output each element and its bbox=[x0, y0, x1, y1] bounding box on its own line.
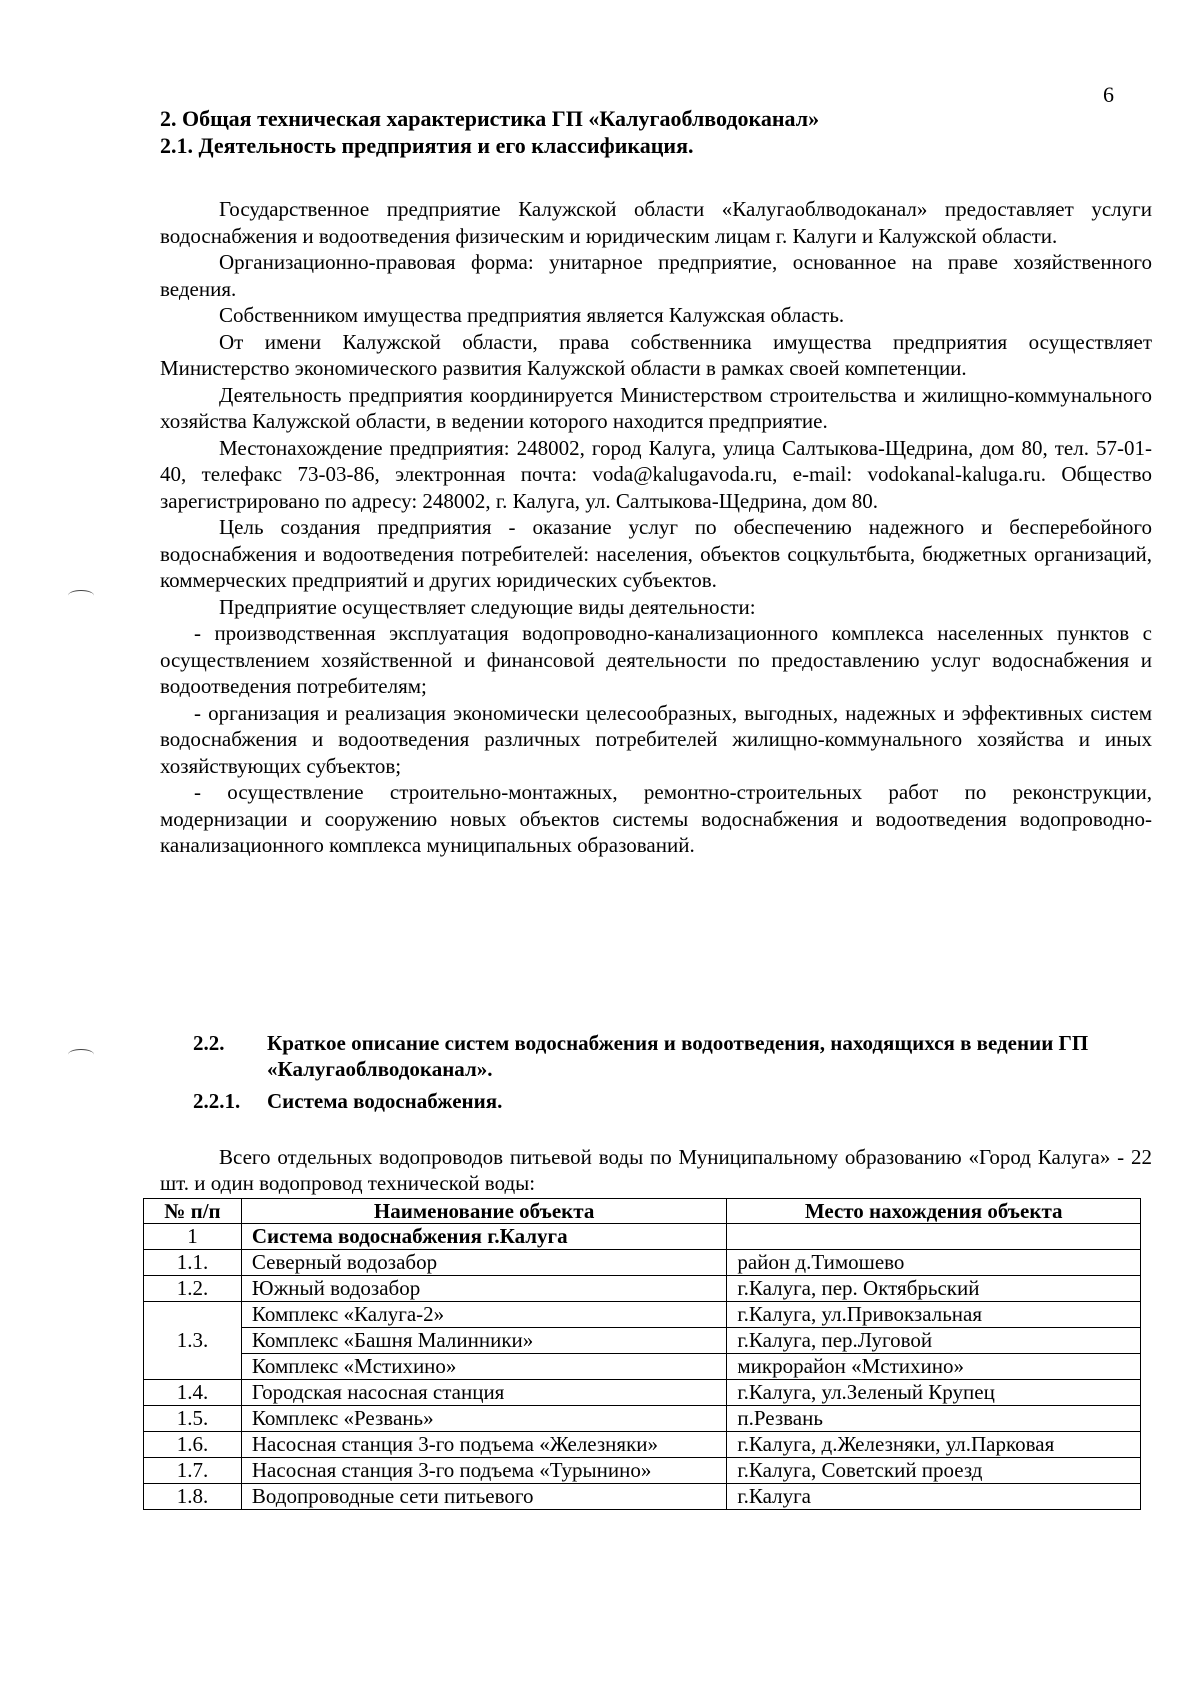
cell-name: Насосная станция 3-го подъема «Железняки» bbox=[241, 1432, 726, 1458]
cell-place: п.Резвань bbox=[727, 1406, 1141, 1432]
cell-num: 1.4. bbox=[144, 1380, 242, 1406]
cell-name: Северный водозабор bbox=[241, 1250, 726, 1276]
cell-place: г.Калуга, ул.Привокзальная bbox=[727, 1302, 1141, 1328]
table-row bbox=[144, 1250, 1141, 1276]
cell-place: г.Калуга, пер.Луговой bbox=[727, 1328, 1141, 1354]
paragraph: От имени Калужской области, права собственника имущества предприятия осуществляет Министерство экономического развития Калужской области в рамках своей компетенции. bbox=[160, 329, 1152, 380]
header-num: № п/п bbox=[144, 1199, 242, 1224]
subsection-heading: 2.1. Деятельность предприятия и его классификация. bbox=[160, 133, 694, 158]
cell-name: Комплекс «Мстихино» bbox=[241, 1354, 726, 1380]
cell-name: Насосная станция 3-го подъема «Турынино» bbox=[241, 1458, 726, 1484]
table-row bbox=[144, 1406, 1141, 1432]
table-intro bbox=[160, 1144, 1152, 1196]
cell-place: г.Калуга, д.Железняки, ул.Парковая bbox=[727, 1432, 1141, 1458]
cell-num: 1.2. bbox=[144, 1276, 242, 1302]
binder-mark bbox=[68, 1049, 94, 1060]
cell-name: Южный водозабор bbox=[241, 1276, 726, 1302]
cell-num: 1.8. bbox=[144, 1484, 242, 1510]
table-row bbox=[144, 1354, 1141, 1380]
cell-num: 1.6. bbox=[144, 1432, 242, 1458]
paragraph: Предприятие осуществляет следующие виды деятельности: bbox=[219, 594, 756, 619]
paragraph: Организационно-правовая форма: унитарное предприятие, основанное на праве хозяйственного ведения. bbox=[160, 250, 1152, 301]
objects-table bbox=[143, 1198, 1141, 1510]
table-row bbox=[144, 1484, 1141, 1510]
table-row bbox=[144, 1302, 1141, 1328]
paragraph: Государственное предприятие Калужской области «Калугаоблводоканал» предоставляет услуги водоснабжения и водоотведения физическим и юридическим лицам г. Калуги и Калужской области. bbox=[160, 197, 1152, 248]
section-title: Система водоснабжения. bbox=[267, 1089, 503, 1113]
paragraph: Местонахождение предприятия: 248002, город Калуга, улица Салтыкова-Щедрина, дом 80, тел. 57-01-40, телефакс 73-03-86, электронная почта: voda@kalugavoda.ru, e-mail: vodokanal-kaluga.ru. Общество зарегистрировано по адресу: 248002, г. Калуга, ул. Салтыкова-Щедрина, дом 80. bbox=[160, 435, 1152, 513]
section-title: Краткое описание систем водоснабжения и водоотведения, находящихся в ведении ГП «Калугаоблводоканал». bbox=[267, 1031, 1089, 1081]
cell-name: Система водоснабжения г.Калуга bbox=[241, 1224, 726, 1250]
cell-num: 1.7. bbox=[144, 1458, 242, 1484]
table-row bbox=[144, 1224, 1141, 1250]
cell-place bbox=[727, 1224, 1141, 1250]
cell-name: Комплекс «Калуга-2» bbox=[241, 1302, 726, 1328]
cell-place: г.Калуга, Советский проезд bbox=[727, 1458, 1141, 1484]
paragraph: Деятельность предприятия координируется Министерством строительства и жилищно-коммунального хозяйства Калужской области, в ведении которого находится предприятие. bbox=[160, 382, 1152, 433]
cell-place: район д.Тимошево bbox=[727, 1250, 1141, 1276]
cell-place: г.Калуга bbox=[727, 1484, 1141, 1510]
cell-place: г.Калуга, пер. Октябрьский bbox=[727, 1276, 1141, 1302]
cell-num: 1 bbox=[144, 1224, 242, 1250]
cell-name: Комплекс «Резвань» bbox=[241, 1406, 726, 1432]
header-name: Наименование объекта bbox=[241, 1199, 726, 1224]
table-row bbox=[144, 1432, 1141, 1458]
bullet-item: - организация и реализация экономически целесообразных, выгодных, надежных и эффективных систем водоснабжения и водоотведения различных потребителей жилищно-коммунального хозяйства и иных хозяйствующих субъектов; bbox=[160, 700, 1152, 778]
cell-num: 1.3. bbox=[144, 1302, 242, 1380]
cell-place: микрорайон «Мстихино» bbox=[727, 1354, 1141, 1380]
table-intro-text: Всего отдельных водопроводов питьевой воды по Муниципальному образованию «Город Калуга» - 22 шт. и один водопровод технической воды: bbox=[160, 1145, 1152, 1195]
table-row bbox=[144, 1328, 1141, 1354]
section-heading: 2. Общая техническая характеристика ГП «Калугаоблводоканал» bbox=[160, 106, 820, 131]
paragraph: Собственником имущества предприятия является Калужская область. bbox=[219, 303, 845, 327]
cell-place: г.Калуга, ул.Зеленый Крупец bbox=[727, 1380, 1141, 1406]
cell-name: Водопроводные сети питьевого bbox=[241, 1484, 726, 1510]
bullet-item: - осуществление строительно-монтажных, ремонтно-строительных работ по реконструкции, модернизации и сооружению новых объектов системы водоснабжения и водоотведения водопроводно-канализационного комплекса муниципальных образований. bbox=[160, 780, 1152, 857]
table-row bbox=[144, 1276, 1141, 1302]
table-row bbox=[144, 1458, 1141, 1484]
section-number: 2.2. bbox=[193, 1031, 225, 1055]
body-text bbox=[160, 196, 1152, 859]
cell-num: 1.5. bbox=[144, 1406, 242, 1432]
binder-mark bbox=[68, 590, 94, 601]
cell-num: 1.1. bbox=[144, 1250, 242, 1276]
paragraph: Цель создания предприятия - оказание услуг по обеспечению надежного и бесперебойного водоснабжения и водоотведения потребителей: населения, объектов соцкультбыта, бюджетных организаций, коммерческих предприятий и других юридических субъектов. bbox=[160, 515, 1152, 592]
page-number: 6 bbox=[1103, 82, 1114, 107]
bullet-item: - производственная эксплуатация водопроводно-канализационного комплекса населенных пунктов с осуществлением хозяйственной и финансовой деятельности по предоставлению услуг водоснабжения и водоотведения потребителям; bbox=[160, 621, 1152, 698]
header-place: Место нахождения объекта bbox=[727, 1199, 1141, 1224]
table-header-row bbox=[144, 1199, 1141, 1224]
section-number: 2.2.1. bbox=[193, 1089, 241, 1113]
table-row bbox=[144, 1380, 1141, 1406]
cell-name: Городская насосная станция bbox=[241, 1380, 726, 1406]
cell-name: Комплекс «Башня Малинники» bbox=[241, 1328, 726, 1354]
